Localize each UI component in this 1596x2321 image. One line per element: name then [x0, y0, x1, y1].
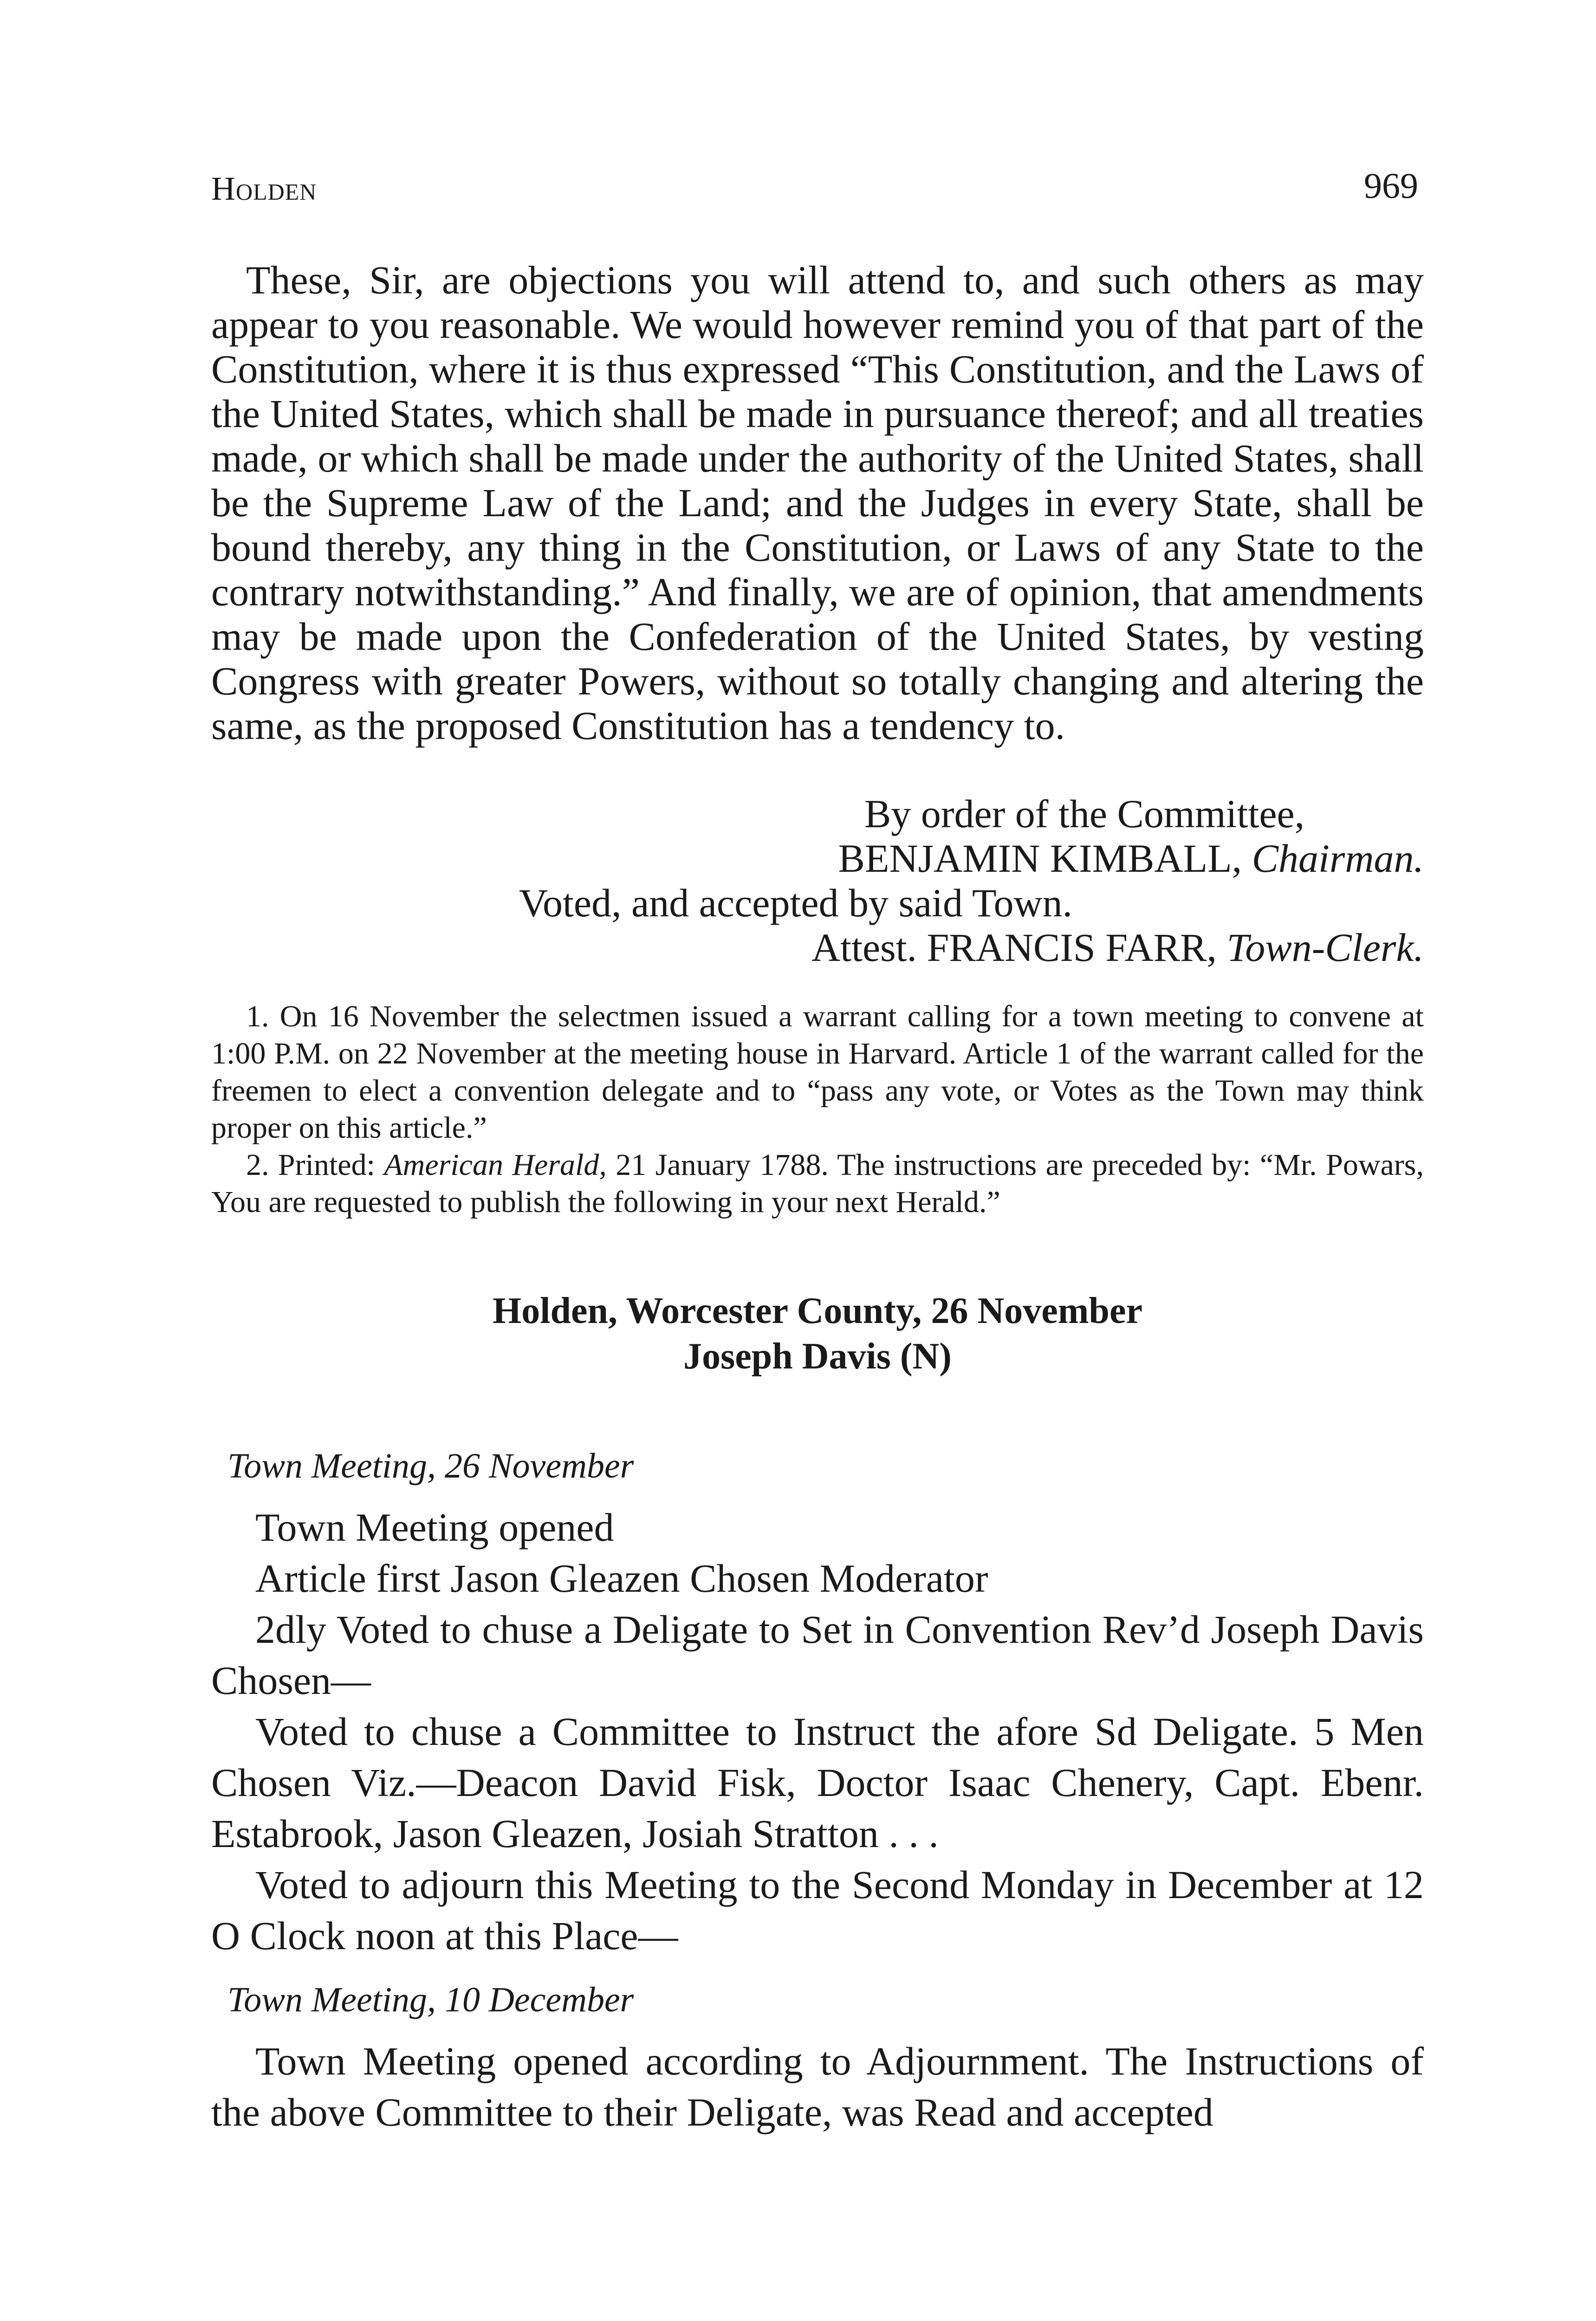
meeting-1-label: Town Meeting, 26 November — [227, 1446, 634, 1485]
meeting-1-record — [211, 1502, 1424, 1961]
attest-name: Attest. FRANCIS FARR, — [811, 925, 1217, 970]
meeting-2-label: Town Meeting, 10 December — [227, 1980, 634, 2019]
meeting-1-line: Voted to adjourn this Meeting to the Second Monday in December at 12 O Clock noon at this Place— — [211, 1862, 1424, 1958]
running-head — [211, 165, 1418, 207]
meeting-1-line: 2dly Voted to chuse a Deligate to Set in Convention Rev’d Joseph Davis Chosen— — [211, 1607, 1424, 1703]
footnotes — [211, 998, 1424, 1221]
footnote-2-prefix: 2. Printed: — [246, 1148, 384, 1182]
chairman-title: Chairman. — [1252, 836, 1424, 881]
voted-line: Voted, and accepted by said Town. — [519, 881, 1073, 925]
signature-chairman — [838, 836, 1424, 881]
page-number: 969 — [1364, 165, 1418, 206]
meeting-2-text: Town Meeting opened according to Adjournment. The Instructions of the above Committee to their Deligate, was Read and accepted — [211, 2039, 1424, 2134]
signature-attest — [811, 925, 1424, 970]
meeting-2-record — [211, 2036, 1424, 2138]
main-paragraph: These, Sir, are objections you will attend to, and such others as may appear to you reasonable. We would however remind you of that part of the Constitution, where it is thus expressed “This Constitution, and the Laws of the United States, which shall be made in pursuance thereof; and all treaties made, or which shall be made under the authority of the United States, shall be the Supreme Law of the Land; and the Judges in every State, shall be bound thereby, any thing in the Constitution, or Laws of any State to the contrary notwithstanding.” And finally, we are of opinion, that amendments may be made upon the Confederation of the United States, by vesting Congress with greater Powers, without so totally changing and altering the same, as the proposed Constitution has a tendency to. — [211, 258, 1424, 748]
footnote-2-source: American Herald, — [384, 1148, 607, 1182]
signature-order-line: By order of the Committee, — [864, 791, 1305, 836]
running-title: Holden — [211, 170, 317, 207]
main-paragraph-block — [211, 258, 1424, 748]
section-heading — [211, 1288, 1424, 1379]
meeting-1-line: Article first Jason Gleazen Chosen Moderator — [255, 1556, 988, 1601]
section-heading-line-1: Holden, Worcester County, 26 November — [493, 1290, 1142, 1331]
section-heading-line-2: Joseph Davis (N) — [683, 1336, 952, 1377]
meeting-1-line: Voted to chuse a Committee to Instruct the afore Sd Deligate. 5 Men Chosen Viz.—Deacon David Fisk, Doctor Isaac Chenery, Capt. Ebenr. Estabrook, Jason Gleazen, Josiah Stratton . . . — [211, 1709, 1424, 1856]
footnote-1: 1. On 16 November the selectmen issued a warrant calling for a town meeting to convene at 1:00 P.M. on 22 November at the meeting house in Harvard. Article 1 of the warrant called for the freemen to elect a convention delegate and to “pass any vote, or Votes as the Town may think proper on this article.” — [211, 999, 1424, 1145]
meeting-1-line: Town Meeting opened — [255, 1505, 614, 1549]
footnote-2-rest: 21 January 1788. The instructions are preceded by: “Mr. Powars, You are requested to publish the following in your next Herald.” — [211, 1148, 1424, 1219]
attest-title: Town-Clerk. — [1226, 925, 1424, 970]
chairman-name: BENJAMIN KIMBALL, — [838, 836, 1242, 881]
footnote-2 — [211, 1147, 1424, 1221]
